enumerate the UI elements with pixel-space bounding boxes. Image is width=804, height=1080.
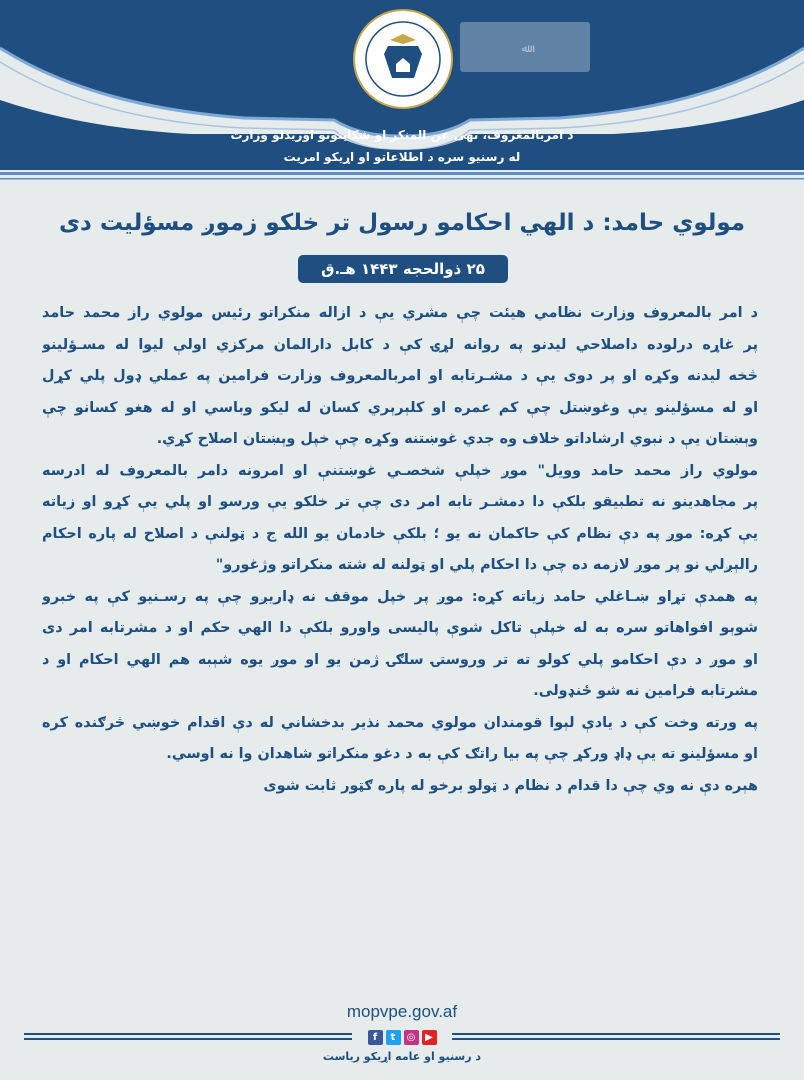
social-links: [362, 1030, 442, 1046]
instagram-icon[interactable]: ◎: [404, 1030, 419, 1045]
body-line: هېره دې نه وي چې دا قدام د نظام د ټولو برخو له پاره ګټور ثابت شوی: [263, 777, 758, 794]
youtube-icon[interactable]: ▶: [422, 1030, 437, 1045]
twitter-icon[interactable]: t: [386, 1030, 401, 1045]
body-line: په ورته وخت کې د یادې لېوا قومندان مولوي محمد نذیر بدخشاني له دې اقدام خوښي څرګنده کره: [42, 714, 758, 731]
date-badge: ۲۵ ذوالحجه ۱۴۴۳ هـ.ق: [298, 255, 508, 283]
body-line: یې کړه: موږ په دې نظام کې حاکمان نه یو ؛ بلکې خادمان یو الله ج د ټولنې د اصلاح له پاره احکام: [42, 525, 758, 542]
ministry-name: د امربالمعروف، نهی عن المنکر او شکایتونو اوریدلو وزارت: [230, 128, 574, 142]
article-title: مولوي حامد: د الهي احکامو رسول تر خلکو زموږ مسؤلیت دی: [58, 210, 746, 236]
facebook-icon[interactable]: f: [368, 1030, 383, 1045]
footer-department: د رسنیو او عامه اړیکو ریاست: [322, 1050, 482, 1063]
body-line: پر غاړه درلوده داصلاحي لیدنو په روانه لړۍ کې د کابل دارالمان مرکزي اولې لیوا له مسـؤلینو: [42, 336, 758, 353]
website-link[interactable]: mopvpe.gov.af: [346, 1002, 458, 1021]
body-line: مشرتابه فرامین نه شو ځنډولی.: [533, 683, 758, 699]
header-divider: [0, 172, 804, 182]
body-line: شوېو افواهاتو سره به له خپلې تاکل شوې پالیسی واورو بلکې دا الهي حکم او د مشرتابه امر دی: [42, 620, 758, 636]
body-line: د امر بالمعروف وزارت نظامي هیئت چې مشري یې د ازاله منکراتو رئیس مولوي راز محمد حامد: [42, 305, 758, 321]
body-line: او له مسؤلینو یې وغوښتل چې کم عمره او کلېرېري کسان له لیکو وباسي او له هغو کسانو چې: [42, 399, 758, 416]
body-line: څخه لیدنه وکړه او پر دوی یې د مشـرتابه او امربالمعروف وزارت فرامین په عملي ډول پلي کړل: [42, 368, 758, 384]
body-line: رالېږلي نو پر موږ لازمه ده چې دا احکام پلي او ټولنه له شته منکراتو وژغورو": [215, 557, 758, 573]
svg-text:ﷲ: ﷲ: [521, 42, 529, 55]
body-line: په همدې تړاو ښـاغلي حامد زیاته کړه: موږ پر خپل موقف نه ډاریږو چې په رسـنیو کې په خبرو: [42, 588, 758, 605]
body-line: مولوي راز محمد حامد وویل" موږ خپلې شخصـي غوښتنې او امرونه دامر بالمعروف له ادرسه: [42, 462, 758, 479]
body-line: پر مجاهدینو نه تطبیقو بلکې دا دمشـر تابه امر دی چې تر خلکو یې ورسو او پلي یې کړو او زیاته: [42, 494, 758, 510]
ministry-seal-icon: [352, 8, 454, 110]
body-line: وېښتان یې د نبوي ارشاداتو خلاف وه جدي غوښتنه وکړه چې خپل وېښتان اصلاح کړي.: [156, 431, 758, 447]
department-name: له رسنیو سره د اطلاعاتو او اړیکو امریت: [283, 150, 521, 164]
article-body: [42, 298, 758, 802]
body-line: او مسؤلینو ته یې ډاډ ورکړ چې په بیا راتګ کې به د دغو منکراتو شاهدان وا نه اوسي.: [166, 746, 758, 762]
body-line: او موږ د دې احکامو پلي کولو ته تر وروستۍ سلګۍ ژمن یو او موږ یوه شېبه هم الهي احکام او د: [42, 651, 758, 668]
